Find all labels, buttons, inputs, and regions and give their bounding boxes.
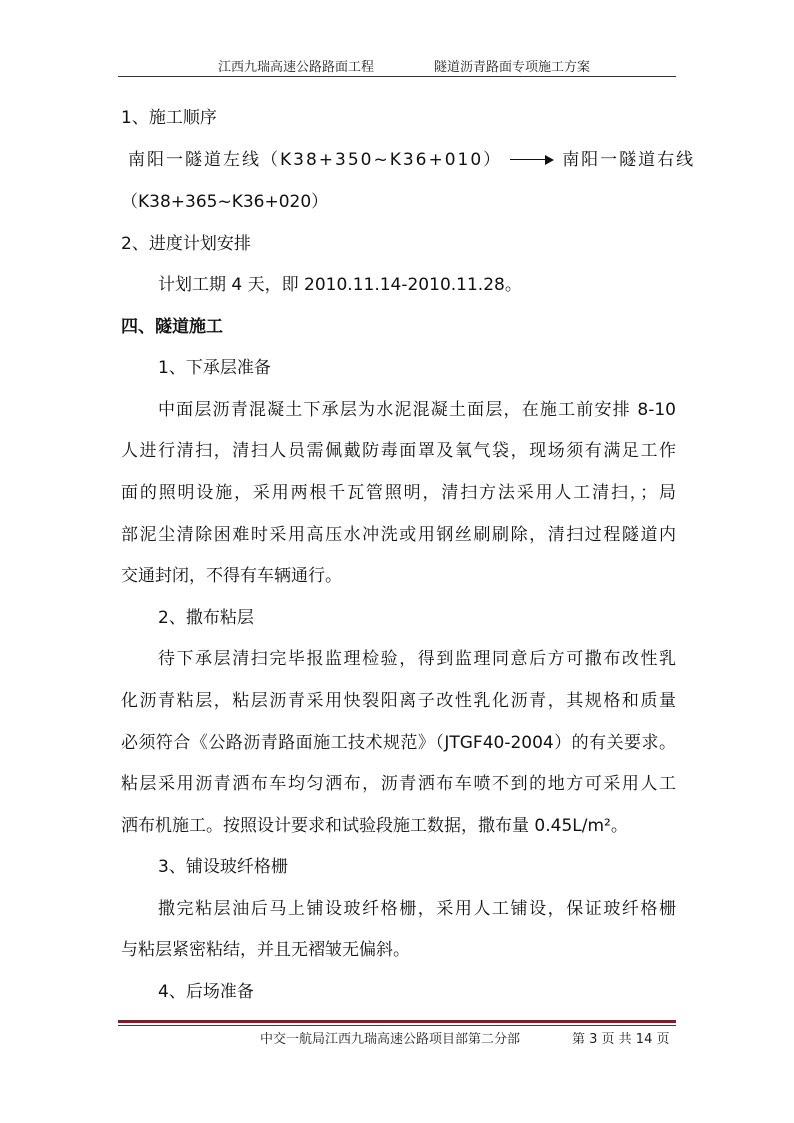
route-line-2: （K38+365~K36+020） <box>121 192 329 212</box>
footer-organization: 中交一航局江西九瑞高速公路项目部第二分部 <box>260 1032 521 1047</box>
subsection-title-backyard-preparation: 4、后场准备 <box>158 982 254 1002</box>
footer-rule-thin <box>118 1025 676 1026</box>
header-document-title: 隧道沥青路面专项施工方案 <box>434 60 591 75</box>
paragraph-line: 部泥尘清除困难时采用高压水冲洗或用钢丝刷刷除，清扫过程隧道内 <box>121 525 676 545</box>
paragraph-line: 面的照明设施，采用两根千瓦管照明，清扫方法采用人工清扫，；局 <box>121 483 676 503</box>
section-title-construction-sequence: 1、施工顺序 <box>121 108 217 128</box>
page-number: 第 3 页 共 14 页 <box>572 1032 670 1047</box>
paragraph-line: 必须符合《公路沥青路面施工技术规范》（JTGF40-2004）的有关要求。 <box>121 733 676 753</box>
page-header <box>118 56 676 74</box>
subsection-title-base-preparation: 1、下承层准备 <box>158 358 271 378</box>
section-title-schedule: 2、进度计划安排 <box>121 234 251 254</box>
paragraph-line: 待下承层清扫完毕报监理检验，得到监理同意后方可撒布改性乳 <box>158 649 676 669</box>
footer-rule-thick <box>118 1020 676 1023</box>
page-footer <box>118 1028 676 1046</box>
paragraph-line: 人进行清扫，清扫人员需佩戴防毒面罩及氧气袋，现场须有满足工作 <box>121 441 676 461</box>
chapter-title-tunnel-construction: 四、隧道施工 <box>121 317 223 337</box>
route-left-tunnel: 南阳一隧道左线（K38+350~K36+010） <box>128 150 503 170</box>
header-project-title: 江西九瑞高速公路路面工程 <box>218 60 375 75</box>
paragraph-line: 撒完粘层油后马上铺设玻纤格栅，采用人工铺设，保证玻纤格栅 <box>158 899 676 919</box>
paragraph-line: 化沥青粘层，粘层沥青采用快裂阳离子改性乳化沥青，其规格和质量 <box>121 691 676 711</box>
route-right-tunnel: 南阳一隧道右线 <box>562 150 696 170</box>
subsection-title-glass-fiber-grid: 3、铺设玻纤格栅 <box>158 857 288 877</box>
schedule-text: 计划工期 4 天，即 2010.11.14-2010.11.28。 <box>158 275 522 295</box>
paragraph-line: 与粘层紧密粘结，并且无褶皱无偏斜。 <box>121 940 410 960</box>
route-line-1 <box>128 148 695 172</box>
paragraph-line: 洒布机施工。按照设计要求和试验段施工数据，撒布量 0.45L/m²。 <box>121 816 628 836</box>
header-rule <box>118 76 676 77</box>
subsection-title-tack-coat: 2、撒布粘层 <box>158 608 254 628</box>
paragraph-line: 交通封闭，不得有车辆通行。 <box>121 566 342 586</box>
arrow-right-icon <box>510 148 554 172</box>
paragraph-line: 粘层采用沥青洒布车均匀洒布，沥青洒布车喷不到的地方可采用人工 <box>121 774 676 794</box>
paragraph-line: 中面层沥青混凝土下承层为水泥混凝土面层，在施工前安排 8-10 <box>158 400 676 420</box>
